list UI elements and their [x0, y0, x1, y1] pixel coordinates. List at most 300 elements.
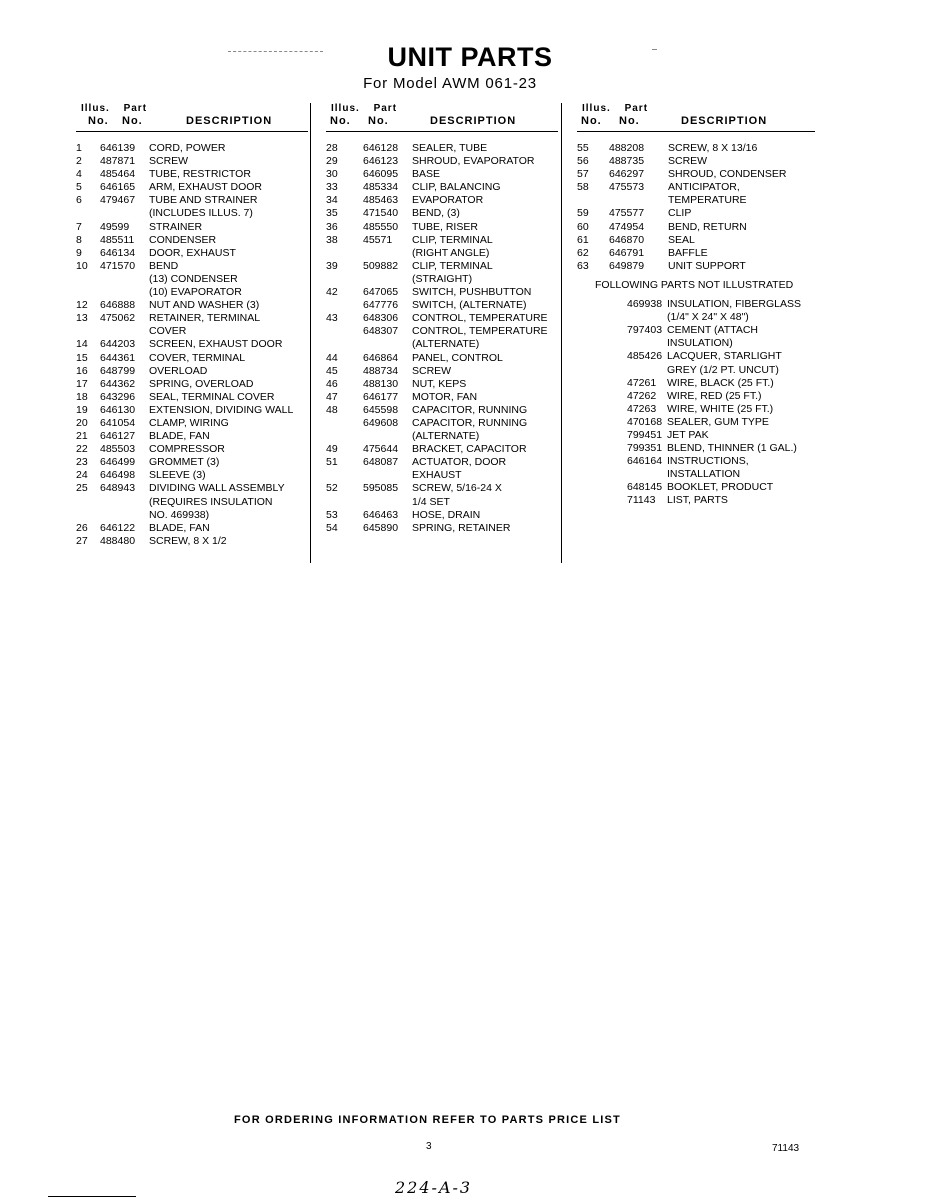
parts-list	[76, 142, 308, 548]
illus-number: 21	[76, 430, 88, 443]
part-description: SCREW	[668, 155, 708, 168]
part-description: SCREW	[412, 364, 452, 377]
table-row	[76, 443, 308, 456]
table-row	[76, 338, 308, 351]
part-description: SWITCH, (ALTERNATE)	[412, 299, 527, 312]
part-description: INSULATION)	[667, 337, 733, 350]
illus-number: 28	[326, 142, 338, 154]
table-row	[326, 247, 558, 260]
table-row	[76, 509, 308, 522]
part-number: 485334	[363, 181, 399, 194]
part-number: 488734	[363, 364, 399, 377]
table-row	[577, 455, 815, 468]
illus-number: 35	[326, 207, 338, 220]
part-description: (STRAIGHT)	[412, 272, 473, 285]
part-number: 475062	[100, 312, 136, 325]
part-number: 485503	[100, 443, 136, 456]
part-description: CAPACITOR, RUNNING	[412, 403, 528, 416]
illus-number: 61	[577, 233, 589, 246]
parts-column-3	[577, 103, 815, 508]
part-header: Part	[123, 103, 148, 114]
part-description: MOTOR, FAN	[412, 390, 478, 403]
table-row	[76, 181, 308, 194]
table-row	[76, 404, 308, 417]
parts-column-2	[326, 103, 558, 535]
table-row	[76, 312, 308, 325]
part-number: 485511	[100, 233, 135, 246]
table-row	[76, 194, 308, 207]
table-row	[76, 142, 308, 155]
illus-number: 62	[577, 246, 589, 259]
part-description: DOOR, EXHAUST	[149, 246, 236, 259]
table-row	[326, 456, 558, 469]
illus-number: 53	[326, 508, 338, 521]
part-description: CLIP	[668, 207, 692, 220]
parts-list	[577, 142, 815, 273]
illus-number: 13	[76, 312, 88, 325]
illus-number: 57	[577, 168, 589, 181]
part-description: CONTROL, TEMPERATURE	[412, 312, 548, 325]
part-number: 646870	[609, 233, 645, 246]
parts-list	[326, 142, 558, 535]
part-description: RETAINER, TERMINAL	[149, 312, 261, 325]
illus-number: 16	[76, 364, 88, 377]
part-description: NUT AND WASHER (3)	[149, 299, 260, 312]
table-row	[326, 522, 558, 535]
table-row	[326, 469, 558, 482]
table-row	[577, 168, 815, 181]
illus-number: 10	[76, 259, 88, 272]
part-description: BLADE, FAN	[149, 521, 210, 534]
description-header: DESCRIPTION	[430, 115, 517, 127]
table-row	[76, 221, 308, 234]
part-number: 648145	[627, 481, 663, 494]
part-number: 644362	[100, 377, 136, 390]
table-row	[326, 338, 558, 351]
table-row	[326, 260, 558, 273]
part-description: BEND, (3)	[412, 207, 460, 220]
illus-number: 33	[326, 181, 338, 194]
part-number: 488735	[609, 155, 645, 168]
table-row	[577, 311, 815, 324]
illus-number: 6	[76, 194, 82, 207]
part-description: CORD, POWER	[149, 142, 226, 154]
part-number: 595085	[363, 482, 399, 495]
part-number: 646123	[363, 155, 399, 168]
part-number: 475577	[609, 207, 645, 220]
table-row	[76, 391, 308, 404]
table-row	[76, 260, 308, 273]
illus-header: Illus.	[331, 103, 360, 114]
illus-number: 47	[326, 390, 338, 403]
illus-number: 63	[577, 259, 589, 272]
part-description: SPRING, OVERLOAD	[149, 377, 254, 390]
part-number: 485464	[100, 168, 136, 181]
table-row	[577, 403, 815, 416]
table-row	[326, 404, 558, 417]
part-description: TUBE, RISER	[412, 220, 478, 233]
part-number: 799351	[627, 442, 663, 455]
table-row	[76, 469, 308, 482]
part-number: 471570	[100, 259, 136, 272]
part-number: 474954	[609, 220, 645, 233]
part-description: NO. 469938)	[149, 508, 210, 521]
part-description: DIVIDING WALL ASSEMBLY	[149, 482, 285, 495]
part-description: JET PAK	[667, 428, 709, 441]
illus-number: 14	[76, 338, 88, 351]
part-number: 641054	[100, 416, 136, 429]
illus-number: 36	[326, 220, 338, 233]
part-description: ANTICIPATOR,	[668, 181, 740, 194]
illus-no-header: No.	[581, 115, 602, 127]
part-description: BAFFLE	[668, 246, 708, 259]
illus-no-header: No.	[88, 115, 109, 127]
part-description: (ALTERNATE)	[412, 338, 480, 351]
illus-number: 26	[76, 521, 88, 534]
illus-number: 24	[76, 469, 88, 482]
table-row	[326, 509, 558, 522]
not-illustrated-heading: FOLLOWING PARTS NOT ILLUSTRATED	[595, 278, 794, 291]
page-number: 3	[426, 1141, 432, 1152]
illus-number: 42	[326, 286, 338, 299]
table-row	[577, 194, 815, 207]
illus-number: 43	[326, 312, 338, 325]
part-description: COVER, TERMINAL	[149, 351, 246, 364]
part-description: BLEND, THINNER (1 GAL.)	[667, 442, 797, 455]
part-description: EVAPORATOR	[412, 194, 484, 207]
table-row	[326, 496, 558, 509]
table-row	[326, 155, 558, 168]
part-number: 645598	[363, 403, 399, 416]
table-row	[577, 468, 815, 481]
ordering-note: FOR ORDERING INFORMATION REFER TO PARTS PRICE LIST	[234, 1114, 621, 1126]
part-number: 643296	[100, 390, 136, 403]
part-description: TUBE, RESTRICTOR	[149, 168, 251, 181]
table-row	[326, 352, 558, 365]
part-description: 1/4 SET	[412, 495, 450, 508]
part-description: SLEEVE (3)	[149, 469, 206, 482]
table-row	[577, 142, 815, 155]
table-row	[577, 298, 815, 311]
column-header-bottom	[326, 115, 558, 132]
table-row	[76, 286, 308, 299]
illus-number: 8	[76, 233, 82, 246]
part-description: LIST, PARTS	[667, 494, 728, 507]
part-number: 485463	[363, 194, 399, 207]
table-row	[577, 247, 815, 260]
part-description: (1/4" X 24" X 48")	[667, 311, 749, 324]
column-header-top	[326, 103, 558, 115]
part-description: SCREW	[149, 155, 189, 168]
part-description: BASE	[412, 168, 441, 181]
part-description: SCREW, 5/16-24 X	[412, 482, 502, 495]
part-description: CLIP, TERMINAL	[412, 233, 493, 246]
part-number: 646888	[100, 299, 136, 312]
part-number: 646498	[100, 469, 136, 482]
part-description: CONDENSER	[149, 233, 217, 246]
part-description: BRACKET, CAPACITOR	[412, 443, 527, 456]
part-description: CONTROL, TEMPERATURE	[412, 325, 548, 338]
bottom-rule	[48, 1196, 136, 1197]
part-description: EXTENSION, DIVIDING WALL	[149, 403, 294, 416]
part-description: TEMPERATURE	[668, 194, 747, 207]
table-row	[326, 221, 558, 234]
part-description: COMPRESSOR	[149, 443, 225, 456]
part-description: SPRING, RETAINER	[412, 521, 511, 534]
illus-number: 15	[76, 351, 88, 364]
illus-number: 52	[326, 482, 338, 495]
part-description: CAPACITOR, RUNNING	[412, 416, 528, 429]
part-description: OVERLOAD	[149, 364, 208, 377]
part-description: HOSE, DRAIN	[412, 508, 481, 521]
part-description: SEAL, TERMINAL COVER	[149, 390, 275, 403]
illus-number: 4	[76, 168, 82, 181]
part-number: 646499	[100, 456, 136, 469]
part-description: SEALER, TUBE	[412, 142, 488, 154]
table-row	[577, 481, 815, 494]
document-code: 71143	[772, 1143, 800, 1154]
part-number: 47263	[627, 402, 657, 415]
table-row	[577, 429, 815, 442]
table-row	[577, 442, 815, 455]
table-row	[577, 377, 815, 390]
description-header: DESCRIPTION	[681, 115, 768, 127]
page-title: UNIT PARTS	[387, 42, 553, 72]
part-description: STRAINER	[149, 220, 203, 233]
part-number: 485550	[363, 220, 399, 233]
illus-number: 25	[76, 482, 88, 495]
table-row	[326, 181, 558, 194]
illus-number: 23	[76, 456, 88, 469]
illus-number: 29	[326, 155, 338, 168]
table-row	[577, 234, 815, 247]
part-description: (RIGHT ANGLE)	[412, 246, 490, 259]
column-header-bottom	[577, 115, 815, 132]
scan-speck	[228, 51, 323, 52]
illus-number: 48	[326, 403, 338, 416]
column-header-top	[577, 103, 815, 115]
table-row	[76, 522, 308, 535]
part-number: 797403	[627, 324, 663, 337]
part-number: 648306	[363, 312, 399, 325]
table-row	[76, 496, 308, 509]
part-description: TUBE AND STRAINER	[149, 194, 258, 207]
parts-column-1	[76, 103, 308, 548]
illus-number: 38	[326, 233, 338, 246]
part-header: Part	[373, 103, 398, 114]
part-description: BLADE, FAN	[149, 430, 210, 443]
part-number: 647065	[363, 286, 399, 299]
part-number: 648307	[363, 325, 399, 338]
part-description: BEND	[149, 259, 179, 272]
part-number: 647776	[363, 299, 399, 312]
part-number: 488208	[609, 142, 645, 154]
table-row	[76, 352, 308, 365]
column-divider	[561, 103, 562, 563]
part-description: BEND, RETURN	[668, 220, 747, 233]
table-row	[326, 365, 558, 378]
table-row	[577, 494, 815, 507]
part-description: ACTUATOR, DOOR	[412, 456, 507, 469]
part-no-header: No.	[368, 115, 389, 127]
table-row	[76, 482, 308, 495]
part-number: 644361	[100, 351, 136, 364]
table-row	[577, 324, 815, 337]
table-row	[577, 221, 815, 234]
illus-number: 59	[577, 207, 589, 220]
table-row	[76, 417, 308, 430]
part-description: CLIP, TERMINAL	[412, 259, 493, 272]
part-number: 488480	[100, 534, 136, 547]
part-description: (INCLUDES ILLUS. 7)	[149, 207, 253, 220]
part-description: GREY (1/2 PT. UNCUT)	[667, 363, 779, 376]
table-row	[577, 155, 815, 168]
table-row	[577, 260, 815, 273]
part-description: CEMENT (ATTACH	[667, 324, 758, 337]
part-number: 470168	[627, 415, 663, 428]
part-number: 646791	[609, 246, 645, 259]
part-description: INSTALLATION	[667, 468, 741, 481]
part-description: SEALER, GUM TYPE	[667, 415, 769, 428]
part-number: 646177	[363, 390, 399, 403]
column-header-top	[76, 103, 308, 115]
table-row	[326, 312, 558, 325]
column-header-bottom	[76, 115, 308, 132]
part-number: 799451	[627, 428, 663, 441]
illus-number: 19	[76, 403, 88, 416]
part-description: (ALTERNATE)	[412, 430, 480, 443]
illus-number: 51	[326, 456, 338, 469]
illus-number: 18	[76, 390, 88, 403]
part-description: SCREW, 8 X 1/2	[149, 534, 227, 547]
part-description: WIRE, RED (25 FT.)	[667, 389, 762, 402]
part-number: 487871	[100, 155, 136, 168]
part-number: 475644	[363, 443, 399, 456]
scan-speck	[652, 49, 657, 50]
part-number: 49599	[100, 220, 130, 233]
part-number: 485426	[627, 350, 663, 363]
part-number: 646164	[627, 455, 663, 468]
part-number: 479467	[100, 194, 136, 207]
part-number: 509882	[363, 259, 399, 272]
illus-number: 39	[326, 259, 338, 272]
description-header: DESCRIPTION	[186, 115, 273, 127]
illus-number: 45	[326, 364, 338, 377]
part-number: 648087	[363, 456, 399, 469]
part-number: 646463	[363, 508, 399, 521]
table-row	[76, 456, 308, 469]
table-row	[76, 299, 308, 312]
illus-number: 17	[76, 377, 88, 390]
part-number: 646127	[100, 430, 136, 443]
illus-number: 54	[326, 521, 338, 534]
table-row	[577, 337, 815, 350]
table-row	[76, 234, 308, 247]
part-description: COVER	[149, 325, 187, 338]
part-description: SEAL	[668, 233, 695, 246]
part-description: GROMMET (3)	[149, 456, 220, 469]
table-row	[577, 416, 815, 429]
part-description: ARM, EXHAUST DOOR	[149, 181, 262, 194]
part-description: SHROUD, CONDENSER	[668, 168, 787, 181]
part-number: 646165	[100, 181, 136, 194]
illus-number: 58	[577, 181, 589, 194]
part-number: 45571	[363, 233, 393, 246]
part-no-header: No.	[619, 115, 640, 127]
part-number: 646139	[100, 142, 136, 154]
table-row	[577, 390, 815, 403]
illus-number: 2	[76, 155, 82, 168]
illus-number: 5	[76, 181, 82, 194]
part-number: 488130	[363, 377, 399, 390]
table-row	[326, 482, 558, 495]
table-row	[577, 350, 815, 363]
part-description: LACQUER, STARLIGHT	[667, 350, 782, 363]
table-row	[326, 391, 558, 404]
illus-number: 56	[577, 155, 589, 168]
part-number: 646297	[609, 168, 645, 181]
part-description: (REQUIRES INSULATION	[149, 495, 273, 508]
table-row	[326, 299, 558, 312]
part-number: 646134	[100, 246, 136, 259]
parts-list-not-illustrated	[577, 298, 815, 508]
part-number: 644203	[100, 338, 136, 351]
part-description: (13) CONDENSER	[149, 272, 238, 285]
part-number: 648943	[100, 482, 136, 495]
part-number: 646130	[100, 403, 136, 416]
table-row	[76, 247, 308, 260]
part-number: 646095	[363, 168, 399, 181]
table-row	[326, 273, 558, 286]
part-description: WIRE, WHITE (25 FT.)	[667, 402, 774, 415]
part-description: INSULATION, FIBERGLASS	[667, 298, 802, 311]
part-number: 645890	[363, 521, 399, 534]
part-no-header: No.	[122, 115, 143, 127]
table-row	[76, 535, 308, 548]
table-row	[326, 194, 558, 207]
part-number: 71143	[627, 494, 656, 507]
part-number: 649608	[363, 416, 399, 429]
illus-number: 46	[326, 377, 338, 390]
table-row	[577, 181, 815, 194]
table-row	[326, 443, 558, 456]
part-number: 475573	[609, 181, 645, 194]
part-number: 649879	[609, 259, 645, 272]
part-number: 648799	[100, 364, 136, 377]
part-number: 47262	[627, 389, 657, 402]
table-row	[326, 430, 558, 443]
part-description: CLIP, BALANCING	[412, 181, 501, 194]
part-description: SHROUD, EVAPORATOR	[412, 155, 535, 168]
table-row	[326, 234, 558, 247]
part-description: SCREW, 8 X 13/16	[668, 142, 758, 154]
table-row	[326, 207, 558, 220]
table-row	[326, 325, 558, 338]
illus-number: 22	[76, 443, 88, 456]
table-row	[76, 325, 308, 338]
handwritten-annotation: 224-A-3	[395, 1178, 473, 1197]
part-description: EXHAUST	[412, 469, 462, 482]
illus-number: 49	[326, 443, 338, 456]
part-number: 646128	[363, 142, 399, 154]
part-number: 646122	[100, 521, 136, 534]
table-row	[76, 378, 308, 391]
part-description: UNIT SUPPORT	[668, 259, 746, 272]
table-row	[326, 168, 558, 181]
illus-number: 1	[76, 142, 82, 154]
illus-no-header: No.	[330, 115, 351, 127]
part-description: BOOKLET, PRODUCT	[667, 481, 774, 494]
